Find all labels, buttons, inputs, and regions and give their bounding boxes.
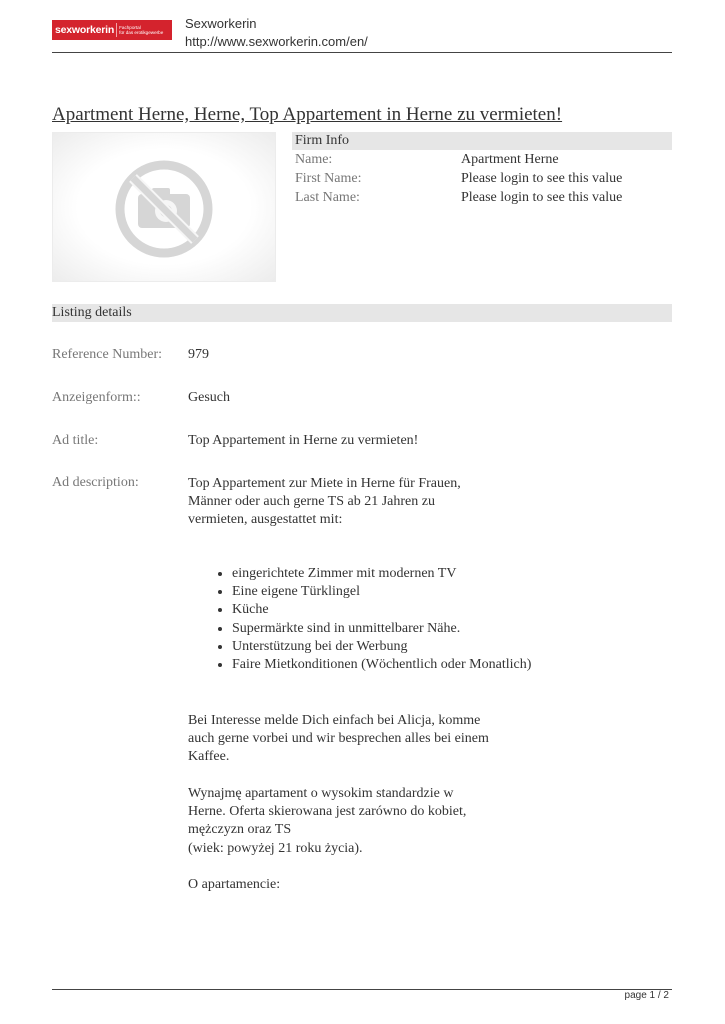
ad-title-label: Ad title: bbox=[52, 433, 99, 448]
description-intro: Top Appartement zur Miete in Herne für Frauen, Männer oder auch gerne TS ab 21 Jahren zu vermieten, ausgestattet mit: bbox=[188, 476, 461, 528]
last-name-value: Please login to see this value bbox=[461, 190, 623, 205]
page-title[interactable]: Apartment Herne, Herne, Top Appartement in Herne zu vermieten! bbox=[52, 104, 563, 125]
logo-tagline-line-2: für das erotikgewerbe bbox=[119, 30, 164, 35]
footer-divider bbox=[52, 989, 672, 990]
list-item: • Eine eigene Türklingel bbox=[232, 583, 532, 601]
page-number: page 1 / 2 bbox=[624, 990, 669, 1001]
ad-description-label: Ad description: bbox=[52, 475, 139, 490]
ad-title-value: Top Appartement in Herne zu vermieten! bbox=[188, 433, 419, 448]
header-divider bbox=[52, 52, 672, 53]
logo-tagline-line-1: Fachportal bbox=[119, 25, 141, 30]
list-item: • Unterstützung bei der Werbung bbox=[232, 638, 532, 656]
feature-list bbox=[188, 565, 532, 674]
firm-info-row-first-name bbox=[295, 171, 362, 187]
firm-name-label: Name: bbox=[295, 152, 333, 167]
firm-name-value: Apartment Herne bbox=[461, 152, 559, 167]
list-item: • Supermärkte sind in unmittelbarer Nähe. bbox=[232, 620, 532, 638]
logo-text: sexworkerin bbox=[55, 24, 115, 36]
no-camera-icon bbox=[114, 159, 214, 259]
list-item: • Küche bbox=[232, 601, 532, 619]
polish-paragraph: Wynajmę apartament o wysokim standardzie w Herne. Oferta skierowana jest zarówno do kobiet, mężczyzn oraz TS bbox=[188, 786, 467, 838]
listing-details-heading: Listing details bbox=[52, 304, 672, 322]
site-name: Sexworkerin bbox=[185, 16, 257, 31]
logo-divider bbox=[116, 23, 117, 37]
last-name-label: Last Name: bbox=[295, 190, 360, 205]
listing-photo bbox=[52, 132, 276, 282]
site-url-link[interactable]: http://www.sexworkerin.com/en/ bbox=[185, 34, 368, 49]
firm-info-heading: Firm Info bbox=[292, 132, 672, 150]
firm-info-row-last-name bbox=[295, 190, 360, 206]
ad-form-value: Gesuch bbox=[188, 390, 230, 405]
polish-age-line: (wiek: powyżej 21 roku życia). bbox=[188, 841, 363, 856]
list-item: • eingerichtete Zimmer mit modernen TV bbox=[232, 565, 532, 583]
first-name-label: First Name: bbox=[295, 171, 362, 186]
contact-paragraph: Bei Interesse melde Dich einfach bei Alicja, komme auch gerne vorbei und wir besprechen alles bei einem Kaffee. bbox=[188, 713, 489, 765]
reference-number-value: 979 bbox=[188, 347, 209, 362]
first-name-value: Please login to see this value bbox=[461, 171, 623, 186]
polish-about-heading: O apartamencie: bbox=[188, 877, 281, 892]
logo-tagline bbox=[119, 25, 163, 35]
list-item: • Faire Mietkonditionen (Wöchentlich oder Monatlich) bbox=[232, 656, 532, 674]
firm-info-row-name bbox=[295, 152, 332, 168]
reference-number-label: Reference Number: bbox=[52, 347, 162, 362]
site-logo[interactable] bbox=[52, 20, 172, 40]
ad-form-label: Anzeigenform:: bbox=[52, 390, 141, 405]
